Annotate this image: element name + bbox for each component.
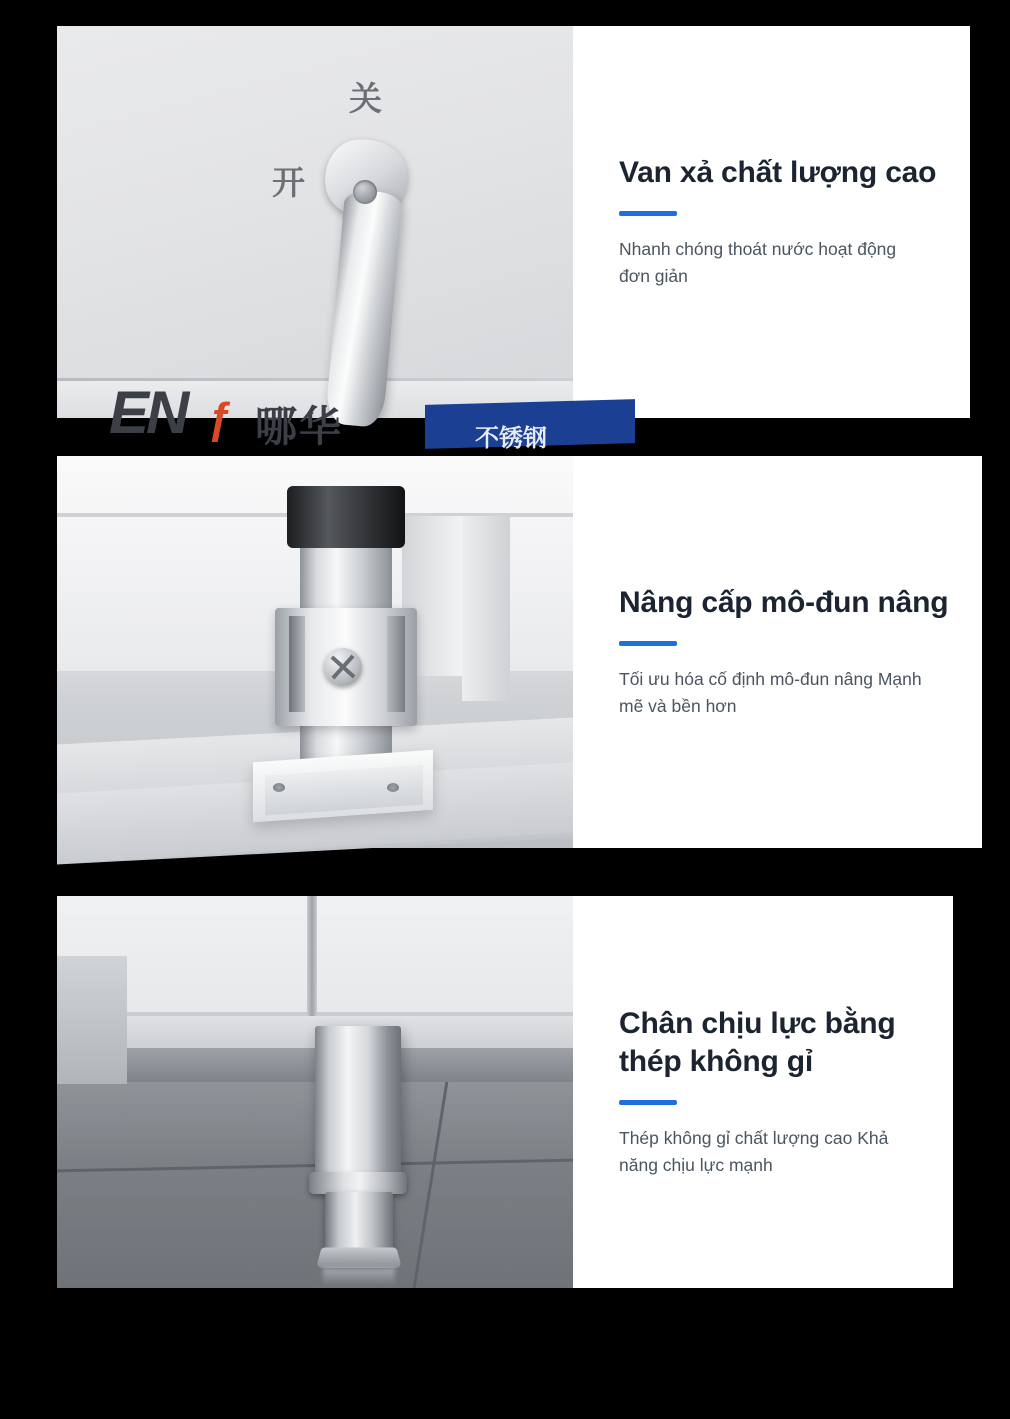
feature-text-3	[573, 896, 953, 1288]
bracket-notch-right	[387, 616, 405, 712]
photo-background	[57, 26, 573, 418]
accent-divider-2	[619, 641, 677, 646]
drain-valve-photo	[57, 26, 573, 452]
feature-card-3	[57, 896, 953, 1288]
leg-foot-base	[316, 1247, 402, 1267]
base-screw-hole-left	[273, 783, 285, 792]
brand-logo-chinese: 哪华	[255, 402, 344, 451]
feature-card-1	[57, 26, 953, 452]
accent-divider-3	[619, 1100, 677, 1105]
valve-pivot-hole	[353, 180, 377, 204]
feature-title-3: Chân chịu lực bằng thép không gỉ	[619, 1006, 896, 1079]
side-panel-b	[462, 516, 510, 701]
feature-title-1: Van xả chất lượng cao	[619, 156, 937, 190]
feature-card-2	[57, 456, 953, 848]
lifting-module-photo	[57, 456, 573, 848]
accent-divider-1	[619, 211, 677, 216]
valve-open-label: 开	[272, 163, 305, 202]
base-screw-hole-right	[387, 783, 399, 792]
floor-reflection	[323, 1268, 395, 1286]
leg-adjust-ring	[309, 1172, 407, 1194]
feature-description-2: Tối ưu hóa cố định mô-đun nâng Mạnh mẽ và bền hơn	[619, 668, 922, 716]
valve-close-label: 关	[349, 79, 382, 118]
feature-description-3: Thép không gỉ chất lượng cao Khả năng chịu lực mạnh	[619, 1127, 889, 1175]
background-wall	[57, 956, 127, 1084]
feature-text-2	[573, 456, 982, 848]
brand-logo-text: EN	[109, 379, 187, 446]
feature-description-1: Nhanh chóng thoát nước hoạt động đơn giản	[619, 238, 897, 286]
rubber-collar	[287, 486, 405, 548]
feature-title-2: Nâng cấp mô-đun nâng	[619, 586, 949, 620]
bracket-notch-left	[289, 616, 305, 712]
stainless-steel-leg-photo	[57, 896, 573, 1288]
steel-leg	[315, 1026, 401, 1184]
brand-logo-mark: ƒ	[207, 394, 232, 443]
banner-chinese-text: 不锈钢	[475, 424, 547, 452]
feature-text-1	[573, 26, 970, 418]
